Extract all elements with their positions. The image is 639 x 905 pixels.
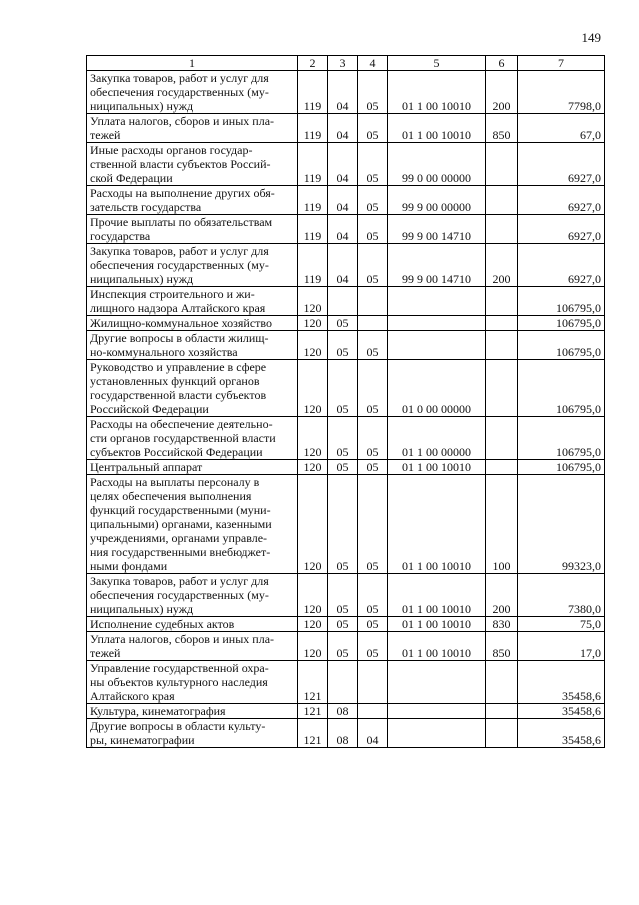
expense-type-code [486,360,518,417]
description-line: ниципальных) нужд [90,602,194,616]
table-body [87,71,605,748]
amount-value: 17,0 [518,632,605,661]
section-code: 04 [328,244,358,287]
row-description [87,475,298,574]
row-description [87,114,298,143]
section-code [328,287,358,316]
subsection-code: 05 [358,244,388,287]
section-code: 05 [328,417,358,460]
description-line: учреждениями, органами управле- [90,531,268,545]
expense-type-code: 200 [486,574,518,617]
target-article-code [388,316,486,331]
table-row [87,704,605,719]
description-line: Культура, кинематография [90,704,226,718]
column-header: 7 [518,56,605,71]
description-line: Закупка товаров, работ и услуг для [90,574,269,588]
target-article-code [388,331,486,360]
expense-type-code [486,460,518,475]
subsection-code: 05 [358,114,388,143]
department-code: 121 [298,719,328,748]
row-description [87,460,298,475]
description-line: Центральный аппарат [90,460,203,474]
description-line: Расходы на выплаты персоналу в [90,475,260,489]
description-line: обеспечения государственных (му- [90,588,269,602]
target-article-code: 99 9 00 14710 [388,244,486,287]
amount-value: 6927,0 [518,186,605,215]
description-line: Расходы на выполнение других обя- [90,186,275,200]
row-description [87,331,298,360]
description-line: ниципальных) нужд [90,99,194,113]
amount-value: 35458,6 [518,719,605,748]
description-line: Исполнение судебных актов [90,617,235,631]
subsection-code: 04 [358,719,388,748]
expense-type-code: 830 [486,617,518,632]
expense-type-code [486,704,518,719]
section-code [328,661,358,704]
expense-type-code [486,417,518,460]
department-code: 119 [298,215,328,244]
description-line: ниципальных) нужд [90,272,194,286]
table-row [87,574,605,617]
section-code: 04 [328,215,358,244]
table-row [87,114,605,143]
description-line: Управление государственной охра- [90,661,269,675]
amount-value: 7798,0 [518,71,605,114]
table-row [87,331,605,360]
description-line: ры, кинематографии [90,733,195,747]
row-description [87,215,298,244]
amount-value: 106795,0 [518,316,605,331]
row-description [87,574,298,617]
description-line: Уплата налогов, сборов и иных пла- [90,632,275,646]
subsection-code: 05 [358,617,388,632]
table-row [87,143,605,186]
table-row [87,719,605,748]
column-header: 3 [328,56,358,71]
target-article-code [388,719,486,748]
description-line: Закупка товаров, работ и услуг для [90,71,269,85]
subsection-code: 05 [358,417,388,460]
section-code: 05 [328,574,358,617]
target-article-code: 99 9 00 00000 [388,186,486,215]
table-row [87,287,605,316]
section-code: 08 [328,719,358,748]
row-description [87,632,298,661]
target-article-code [388,704,486,719]
description-line: Инспекция строительного и жи- [90,287,255,301]
department-code: 120 [298,632,328,661]
table-row [87,460,605,475]
department-code: 119 [298,71,328,114]
description-line: Закупка товаров, работ и услуг для [90,244,269,258]
subsection-code: 05 [358,71,388,114]
table-row [87,617,605,632]
description-line: тежей [90,128,121,142]
expense-type-code [486,719,518,748]
department-code: 120 [298,475,328,574]
expense-type-code: 200 [486,244,518,287]
target-article-code: 01 0 00 00000 [388,360,486,417]
section-code: 04 [328,114,358,143]
expense-type-code [486,186,518,215]
column-header: 4 [358,56,388,71]
table-row [87,417,605,460]
expense-type-code [486,143,518,186]
expense-type-code [486,287,518,316]
section-code: 05 [328,475,358,574]
description-line: субъектов Российской Федерации [90,445,263,459]
amount-value: 6927,0 [518,244,605,287]
subsection-code: 05 [358,186,388,215]
table-row [87,71,605,114]
description-line: Расходы на обеспечение деятельно- [90,417,273,431]
section-code: 04 [328,71,358,114]
row-description [87,71,298,114]
section-code: 04 [328,143,358,186]
amount-value: 106795,0 [518,331,605,360]
description-line: Уплата налогов, сборов и иных пла- [90,114,275,128]
description-line: Иные расходы органов государ- [90,143,253,157]
expense-type-code: 850 [486,632,518,661]
row-description [87,244,298,287]
table-row [87,475,605,574]
section-code: 08 [328,704,358,719]
row-description [87,704,298,719]
target-article-code: 01 1 00 10010 [388,475,486,574]
column-header: 5 [388,56,486,71]
subsection-code: 05 [358,143,388,186]
description-line: Жилищно-коммунальное хозяйство [90,316,273,330]
department-code: 119 [298,186,328,215]
row-description [87,617,298,632]
description-line: ны объектов культурного наследия [90,675,268,689]
department-code: 119 [298,143,328,186]
amount-value: 35458,6 [518,661,605,704]
section-code: 05 [328,360,358,417]
target-article-code: 01 1 00 10010 [388,460,486,475]
description-line: ственной власти субъектов Россий- [90,157,271,171]
section-code: 05 [328,331,358,360]
description-line: Руководство и управление в сфере [90,360,267,374]
description-line: сти органов государственной власти [90,431,276,445]
amount-value: 6927,0 [518,215,605,244]
subsection-code [358,704,388,719]
description-line: Российской Федерации [90,402,209,416]
table-row [87,316,605,331]
table-row [87,215,605,244]
expense-type-code [486,215,518,244]
expense-type-code [486,661,518,704]
subsection-code: 05 [358,475,388,574]
description-line: ципальными) органами, казенными [90,517,272,531]
target-article-code: 99 0 00 00000 [388,143,486,186]
expense-type-code: 850 [486,114,518,143]
department-code: 119 [298,244,328,287]
amount-value: 6927,0 [518,143,605,186]
expense-type-code: 200 [486,71,518,114]
target-article-code: 01 1 00 10010 [388,632,486,661]
row-description [87,417,298,460]
description-line: зательств государства [90,200,202,214]
section-code: 05 [328,460,358,475]
subsection-code: 05 [358,632,388,661]
description-line: Другие вопросы в области культу- [90,719,266,733]
amount-value: 75,0 [518,617,605,632]
subsection-code: 05 [358,331,388,360]
description-line: Прочие выплаты по обязательствам [90,215,273,229]
department-code: 120 [298,574,328,617]
table-row [87,186,605,215]
subsection-code: 05 [358,460,388,475]
table-row [87,661,605,704]
subsection-code [358,287,388,316]
amount-value: 99323,0 [518,475,605,574]
amount-value: 106795,0 [518,360,605,417]
subsection-code [358,661,388,704]
description-line: но-коммунального хозяйства [90,345,238,359]
target-article-code: 01 1 00 10010 [388,617,486,632]
expense-type-code [486,331,518,360]
department-code: 121 [298,704,328,719]
target-article-code: 01 1 00 10010 [388,114,486,143]
target-article-code: 01 1 00 10010 [388,71,486,114]
amount-value: 35458,6 [518,704,605,719]
amount-value: 106795,0 [518,417,605,460]
amount-value: 7380,0 [518,574,605,617]
department-code: 120 [298,460,328,475]
table-header-row [87,56,605,71]
table-row [87,244,605,287]
section-code: 04 [328,186,358,215]
row-description [87,186,298,215]
description-line: установленных функций органов [90,374,260,388]
description-line: государственной власти субъектов [90,388,267,402]
row-description [87,316,298,331]
description-line: государства [90,229,151,243]
amount-value: 106795,0 [518,460,605,475]
department-code: 120 [298,331,328,360]
subsection-code [358,316,388,331]
column-header: 1 [87,56,298,71]
description-line: обеспечения государственных (му- [90,258,269,272]
target-article-code [388,661,486,704]
section-code: 05 [328,316,358,331]
row-description [87,287,298,316]
table-row [87,360,605,417]
table-row [87,632,605,661]
section-code: 05 [328,617,358,632]
department-code: 120 [298,617,328,632]
description-line: обеспечения государственных (му- [90,85,269,99]
amount-value: 67,0 [518,114,605,143]
description-line: лищного надзора Алтайского края [90,301,266,315]
description-line: ными фондами [90,559,168,573]
row-description [87,661,298,704]
amount-value: 106795,0 [518,287,605,316]
target-article-code [388,287,486,316]
expense-type-code: 100 [486,475,518,574]
column-header: 6 [486,56,518,71]
row-description [87,360,298,417]
department-code: 120 [298,360,328,417]
description-line: ской Федерации [90,171,173,185]
target-article-code: 01 1 00 10010 [388,574,486,617]
department-code: 120 [298,417,328,460]
department-code: 120 [298,287,328,316]
column-header: 2 [298,56,328,71]
department-code: 119 [298,114,328,143]
target-article-code: 99 9 00 14710 [388,215,486,244]
department-code: 121 [298,661,328,704]
row-description [87,143,298,186]
description-line: Другие вопросы в области жилищ- [90,331,269,345]
subsection-code: 05 [358,574,388,617]
subsection-code: 05 [358,215,388,244]
page-number: 149 [581,30,601,45]
description-line: ния государственными внебюджет- [90,545,271,559]
description-line: Алтайского края [90,689,175,703]
expense-type-code [486,316,518,331]
subsection-code: 05 [358,360,388,417]
target-article-code: 01 1 00 00000 [388,417,486,460]
description-line: функций государственными (муни- [90,503,271,517]
description-line: целях обеспечения выполнения [90,489,252,503]
description-line: тежей [90,646,121,660]
row-description [87,719,298,748]
department-code: 120 [298,316,328,331]
section-code: 05 [328,632,358,661]
budget-table [86,55,605,748]
